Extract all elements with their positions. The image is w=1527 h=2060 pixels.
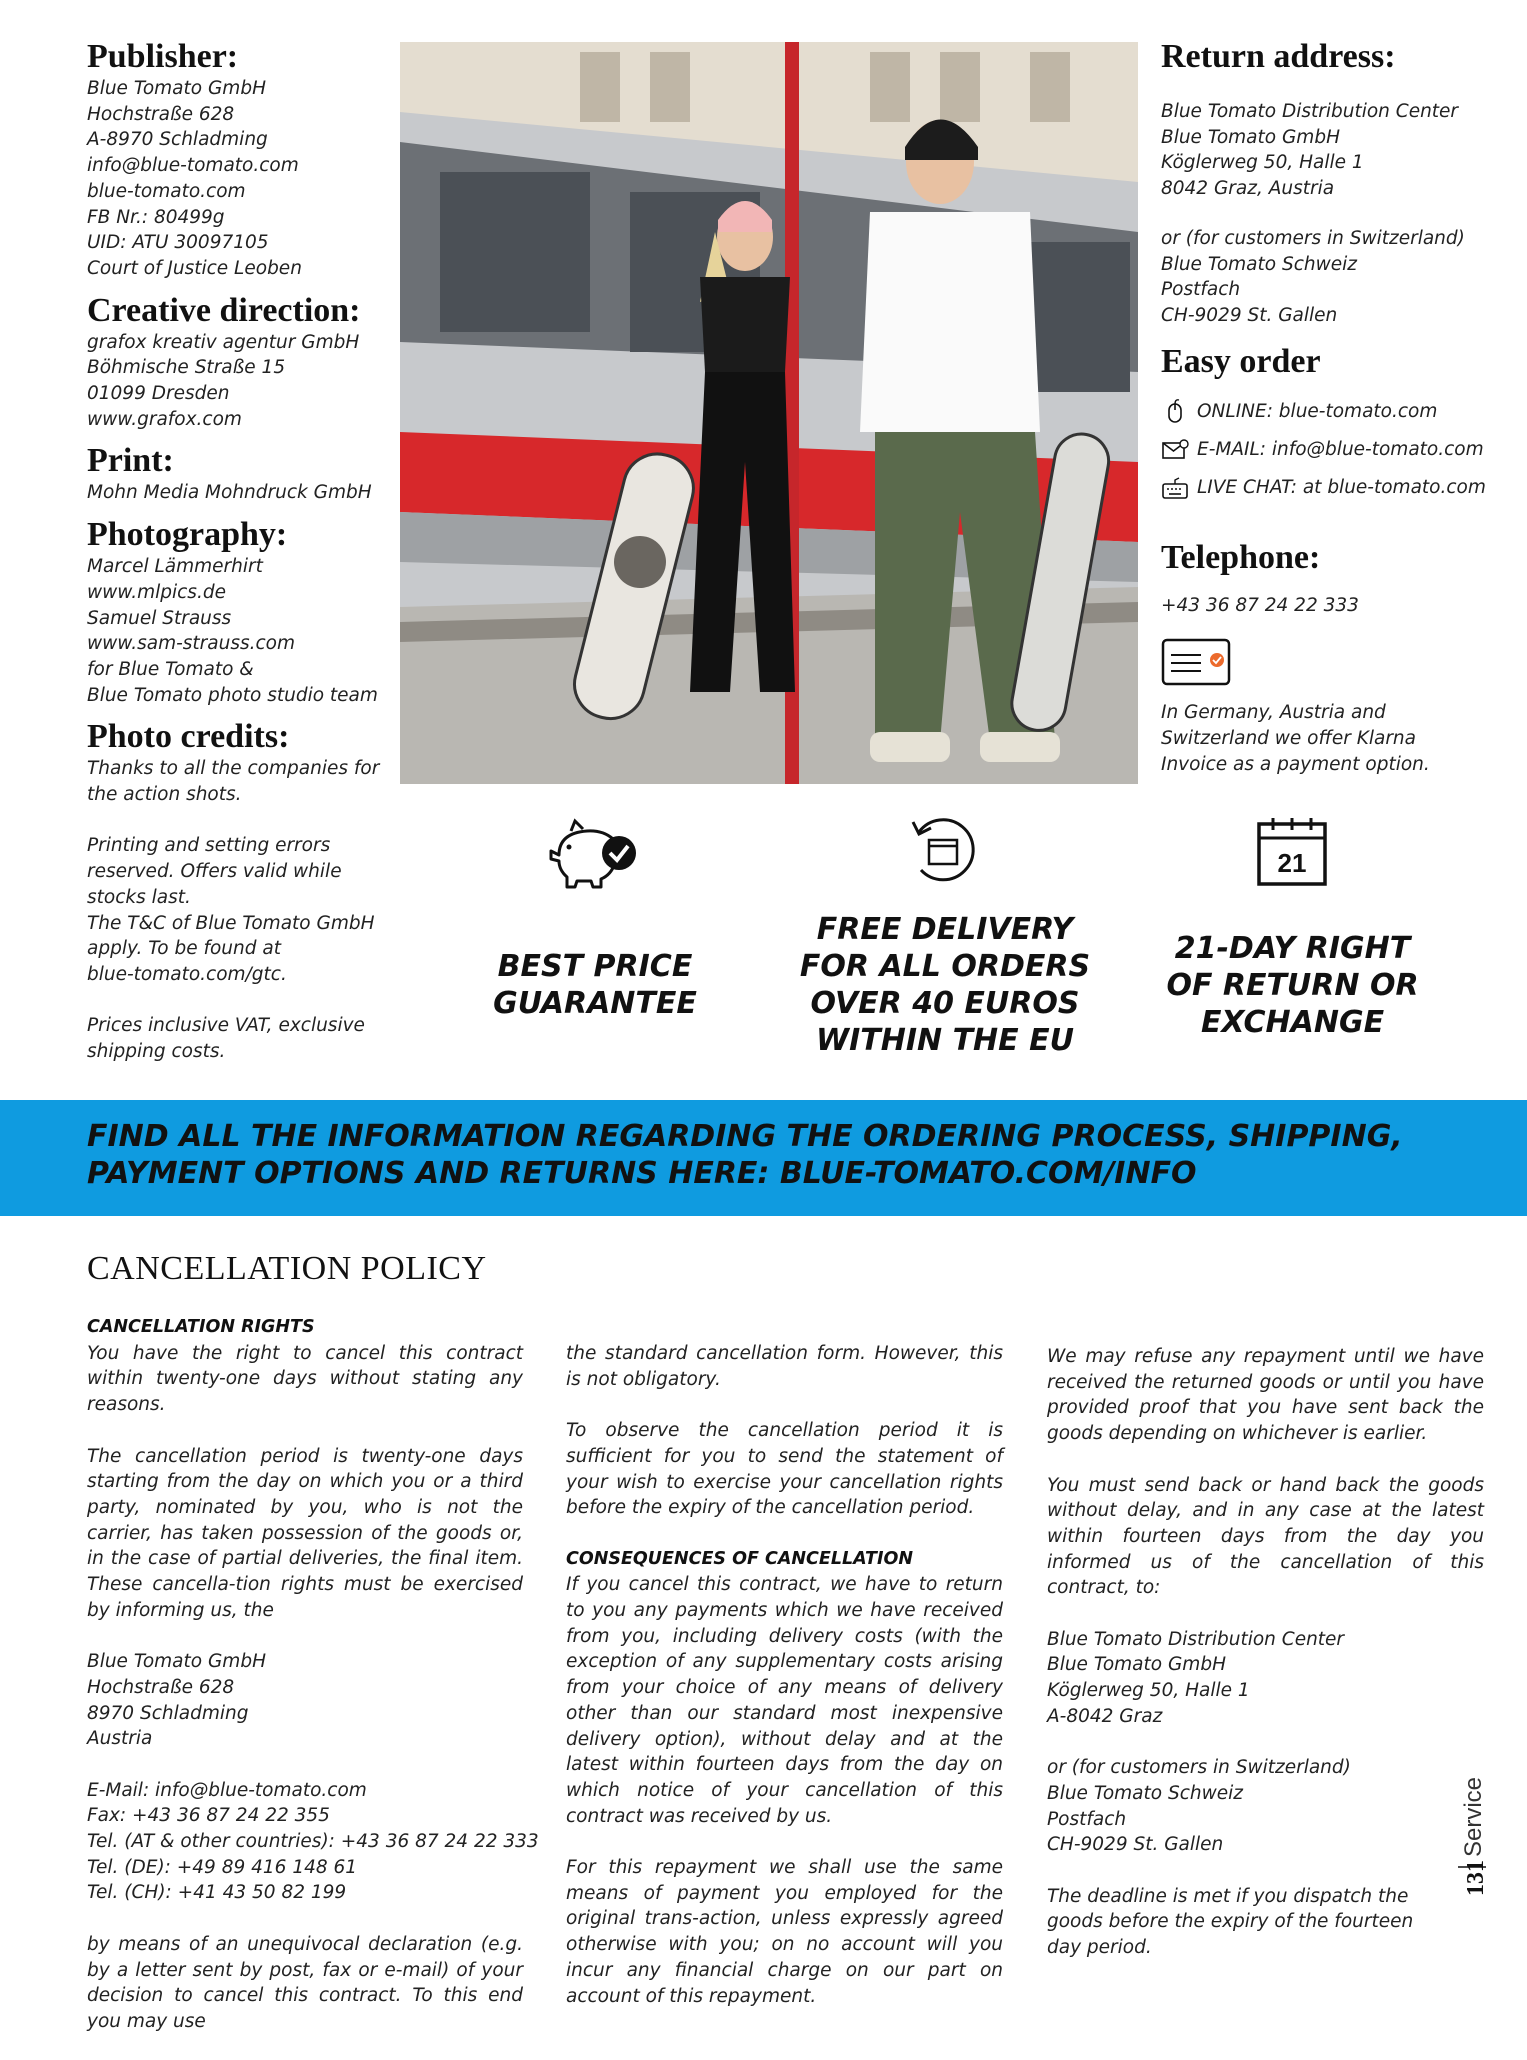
cancellation-paragraph: by means of an unequivocal declaration (e.g. by a letter sent by post, fax or e-mail) of your decision to cancel this contract. To this end you may use	[87, 1933, 523, 2032]
imprint-column	[87, 38, 387, 1075]
gtc-link[interactable]: blue-tomato.com/gtc.	[87, 963, 287, 985]
cancellation-paragraph: To observe the cancellation period it is sufficient for you to send the statement of your wish to exercise your cancellation rights before the expiry of the cancellation period.	[566, 1420, 1003, 1519]
free-delivery-line: FOR ALL ORDERS	[799, 949, 1091, 984]
return-address-line: or (for customers in Switzerland)	[1161, 227, 1465, 249]
klarna-line: In Germany, Austria and	[1161, 702, 1386, 724]
cancellation-column-2	[566, 1341, 1003, 2035]
credits-line: Thanks to all the companies for	[87, 758, 380, 780]
address-line: CH-9029 St. Gallen	[1047, 1834, 1224, 1856]
keyboard-icon	[1161, 474, 1189, 502]
cancellation-paragraph: If you cancel this contract, we have to return to you any payments which we have received from you, including delivery costs (with the exception of any supplementary costs arising from your choice of any means of delivery other than our standard most inexpensive delivery option), without delay and at the latest within fourteen days from the day on which notice of your cancellation of this contract was received by us.	[566, 1574, 1003, 1827]
return-address-line: CH-9029 St. Gallen	[1161, 304, 1338, 326]
easy-order-heading: Easy order	[1161, 342, 1321, 380]
calendar-icon	[1255, 816, 1331, 888]
credits-line: apply. To be found at	[87, 938, 281, 960]
spacer	[87, 988, 387, 1014]
photography-line: Blue Tomato photo studio team	[87, 684, 378, 706]
cancellation-paragraph: For this repayment we shall use the same means of payment you employed for the original trans-action, unless expressly agreed otherwise with you; on no account will you incur any financial charge on our part on account of this repayment.	[566, 1857, 1003, 2007]
address-line: Hochstraße 628	[87, 1676, 235, 1698]
skaters-photo	[400, 42, 1138, 784]
credits-line: shipping costs.	[87, 1041, 226, 1063]
return-address-line: Postfach	[1161, 279, 1241, 301]
photo-credits-heading: Photo credits:	[87, 718, 290, 756]
cancellation-paragraph: The cancellation period is twenty-one days starting from the day on which you or a third party, nominated by you, who is not the carrier, has taken possession of the goods or, in the case of partial deliveries, the final item. These cancella-tion rights must be exercised by informing us, the	[87, 1445, 523, 1621]
contact-phone[interactable]: Tel. (DE): +49 89 416 148 61	[87, 1856, 358, 1878]
address-line: Postfach	[1047, 1808, 1127, 1830]
page-number: 131	[1463, 1860, 1489, 1896]
publisher-block	[87, 38, 387, 282]
credits-line: reserved. Offers valid while	[87, 861, 342, 883]
free-delivery-line: FREE DELIVERY	[816, 912, 1074, 947]
return-address-heading: Return address:	[1161, 38, 1396, 75]
credits-line: stocks last.	[87, 886, 191, 908]
credits-line: The T&C of Blue Tomato GmbH	[87, 912, 375, 934]
credits-line: Printing and setting errors	[87, 835, 331, 857]
creative-block	[87, 292, 387, 433]
spacer	[1161, 202, 1501, 226]
credits-line: the action shots.	[87, 784, 242, 806]
best-price-line: BEST PRICE	[497, 949, 693, 984]
creative-line: grafox kreativ agentur GmbH	[87, 331, 360, 353]
creative-website[interactable]: www.grafox.com	[87, 408, 242, 430]
photography-block	[87, 516, 387, 708]
swiss-address	[1047, 1755, 1484, 1858]
email-icon	[1161, 436, 1189, 464]
address-line: A-8042 Graz	[1047, 1705, 1163, 1727]
deadline-line: day period.	[1047, 1937, 1152, 1959]
photography-website[interactable]: www.mlpics.de	[87, 581, 226, 603]
order-online-row[interactable]	[1161, 393, 1501, 431]
photo-credits-block	[87, 718, 387, 1064]
calendar-number: 21	[1277, 848, 1307, 878]
return-address-line: Blue Tomato Distribution Center	[1161, 101, 1459, 122]
cancellation-rights-heading: CANCELLATION RIGHTS	[87, 1317, 315, 1337]
publisher-heading: Publisher:	[87, 38, 239, 75]
photography-line: for Blue Tomato &	[87, 658, 254, 680]
cancellation-column-1	[87, 1315, 539, 2060]
publisher-line: Court of Justice Leoben	[87, 257, 302, 279]
contact-phone[interactable]: Tel. (AT & other countries): +43 36 87 24 22 333	[87, 1831, 539, 1853]
creative-line: Böhmische Straße 15	[87, 357, 286, 379]
cancellation-paragraph: You have the right to cancel this contract within twenty-one days without stating any reasons.	[87, 1342, 523, 1416]
publisher-email[interactable]: info@blue-tomato.com	[87, 155, 299, 177]
print-block	[87, 442, 387, 506]
banner-line: FIND ALL THE INFORMATION REGARDING THE ORDERING PROCESS, SHIPPING,	[87, 1119, 1403, 1154]
publisher-line: A-8970 Schladming	[87, 129, 268, 151]
contact-fax: Fax: +43 36 87 24 22 355	[87, 1805, 330, 1827]
photography-heading: Photography:	[87, 516, 288, 554]
photography-line: Samuel Strauss	[87, 607, 232, 629]
photography-line: Marcel Lämmerhirt	[87, 556, 263, 578]
return-exchange-text	[1140, 930, 1445, 1041]
telephone-heading: Telephone:	[1161, 538, 1321, 576]
print-line: Mohn Media Mohndruck GmbH	[87, 482, 372, 504]
order-chat-label[interactable]: LIVE CHAT: at blue-tomato.com	[1197, 476, 1486, 498]
return-address-line: Köglerweg 50, Halle 1	[1161, 152, 1364, 174]
cancellation-column-3	[1047, 1344, 1484, 1961]
consequences-heading: CONSEQUENCES OF CANCELLATION	[566, 1548, 914, 1569]
cancellation-paragraph: the standard cancellation form. However, this is not obligatory.	[566, 1343, 1003, 1390]
publisher-line: UID: ATU 30097105	[87, 232, 269, 254]
easy-order-list	[1161, 393, 1501, 507]
publisher-line: Blue Tomato GmbH	[87, 78, 266, 99]
company-address	[87, 1649, 523, 1752]
address-line: or (for customers in Switzerland)	[1047, 1757, 1351, 1779]
print-heading: Print:	[87, 442, 174, 480]
free-delivery-text	[770, 911, 1120, 1059]
credits-line: Prices inclusive VAT, exclusive	[87, 1015, 365, 1037]
contact-phone[interactable]: Tel. (CH): +41 43 50 82 199	[87, 1882, 347, 1904]
section-label: Service	[1460, 1776, 1487, 1857]
telephone-number[interactable]: +43 36 87 24 22 333	[1161, 594, 1359, 616]
klarna-line: Switzerland we offer Klarna	[1161, 728, 1416, 750]
return-address-line: Blue Tomato Schweiz	[1161, 253, 1357, 275]
cancellation-title: CANCELLATION POLICY	[87, 1250, 487, 1287]
return-exchange-line: OF RETURN OR	[1166, 968, 1419, 1003]
cancellation-paragraph: We may refuse any repayment until we have received the returned goods or until you have provided proof that you have sent back the goods depending on whichever is earlier.	[1047, 1346, 1484, 1445]
mouse-icon	[1161, 398, 1189, 426]
address-line: Köglerweg 50, Halle 1	[1047, 1680, 1250, 1702]
order-email-label[interactable]: E-MAIL: info@blue-tomato.com	[1197, 438, 1484, 460]
distribution-address	[1047, 1627, 1484, 1730]
creative-line: 01099 Dresden	[87, 383, 230, 405]
best-price-text	[445, 948, 745, 1022]
creative-heading: Creative direction:	[87, 291, 361, 329]
address-line: Austria	[87, 1728, 153, 1750]
page-side-label	[1452, 1700, 1492, 1900]
deadline-paragraph	[1047, 1884, 1484, 1961]
invoice-icon	[1161, 638, 1233, 688]
piggy-bank-icon	[545, 815, 645, 895]
contact-email[interactable]: E-Mail: info@blue-tomato.com	[87, 1779, 367, 1801]
order-online-label[interactable]: ONLINE: blue-tomato.com	[1197, 400, 1438, 422]
info-banner[interactable]	[0, 1100, 1527, 1216]
address-line: Blue Tomato Schweiz	[1047, 1782, 1243, 1804]
cancellation-paragraph: You must send back or hand back the goods without delay, and in any case at the latest within fourteen days from the day you informed us of the cancellation of this contract, to:	[1047, 1474, 1484, 1599]
address-line: Blue Tomato Distribution Center	[1047, 1628, 1345, 1650]
skaters-illustration	[400, 42, 1138, 784]
return-box-icon	[905, 812, 981, 888]
return-address-line: Blue Tomato GmbH	[1161, 126, 1340, 148]
company-contacts	[87, 1778, 539, 1907]
deadline-line: The deadline is met if you dispatch the	[1047, 1885, 1409, 1907]
photography-website[interactable]: www.sam-strauss.com	[87, 633, 295, 655]
publisher-line: FB Nr.: 80499g	[87, 206, 225, 228]
free-delivery-line: OVER 40 EUROS	[810, 986, 1080, 1021]
return-address-line: 8042 Graz, Austria	[1161, 178, 1335, 200]
banner-text[interactable]	[87, 1118, 1403, 1192]
publisher-line: Hochstraße 628	[87, 103, 235, 125]
return-exchange-line: EXCHANGE	[1200, 1005, 1385, 1040]
order-chat-row[interactable]	[1161, 469, 1501, 507]
return-exchange-line: 21-DAY RIGHT	[1174, 931, 1411, 966]
best-price-line: GUARANTEE	[493, 986, 697, 1021]
banner-line: PAYMENT OPTIONS AND RETURNS HERE: BLUE-TOMATO.COM/INFO	[87, 1156, 1197, 1191]
order-email-row[interactable]	[1161, 431, 1501, 469]
spacer	[87, 808, 387, 834]
klarna-line: Invoice as a payment option.	[1161, 753, 1430, 775]
address-line: Blue Tomato GmbH	[87, 1651, 266, 1673]
address-line: Blue Tomato GmbH	[1047, 1654, 1226, 1676]
address-line: 8970 Schladming	[87, 1702, 249, 1724]
contact-column	[1161, 38, 1501, 777]
publisher-website[interactable]: blue-tomato.com	[87, 180, 246, 202]
free-delivery-line: WITHIN THE EU	[816, 1023, 1074, 1058]
deadline-line: goods before the expiry of the fourteen	[1047, 1911, 1414, 1933]
